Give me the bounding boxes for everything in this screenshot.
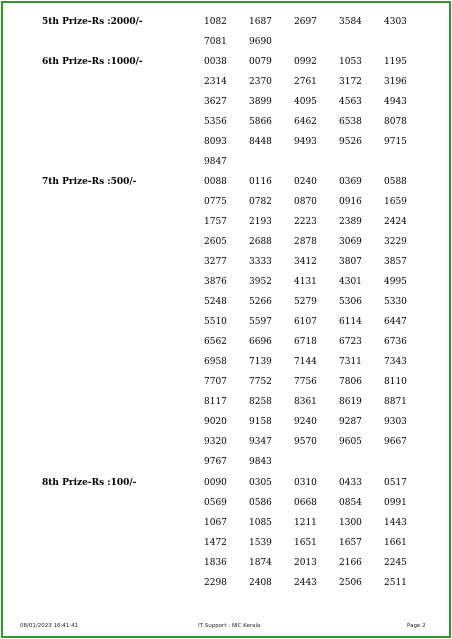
- winning-number: 9526: [339, 137, 362, 147]
- winning-number: 9303: [384, 417, 407, 427]
- winning-number: 8093: [204, 137, 227, 147]
- winning-number: 8117: [204, 397, 227, 407]
- winning-number: 0116: [249, 177, 272, 187]
- winning-number: 2314: [204, 77, 227, 87]
- number-row: [0, 417, 452, 428]
- winning-number: 2193: [249, 217, 272, 227]
- winning-number: 2443: [294, 578, 317, 588]
- winning-number: 7756: [294, 377, 317, 387]
- winning-number: 5510: [204, 317, 227, 327]
- number-row: [0, 17, 452, 28]
- prize-label: 6th Prize-Rs :1000/-: [42, 57, 143, 67]
- winning-number: 3069: [339, 237, 362, 247]
- winning-number: 4131: [294, 277, 317, 287]
- winning-number: 9020: [204, 417, 227, 427]
- winning-number: 0991: [384, 498, 407, 508]
- winning-number: 8258: [249, 397, 272, 407]
- winning-number: 0916: [339, 197, 362, 207]
- number-row: [0, 297, 452, 308]
- winning-number: 6696: [249, 337, 272, 347]
- winning-number: 2013: [294, 558, 317, 568]
- winning-number: 0038: [204, 57, 227, 67]
- winning-number: 7707: [204, 377, 227, 387]
- winning-number: 0992: [294, 57, 317, 67]
- winning-number: 2166: [339, 558, 362, 568]
- number-row: [0, 558, 452, 569]
- winning-number: 0310: [294, 478, 317, 488]
- winning-number: 2697: [294, 17, 317, 27]
- winning-number: 1085: [249, 518, 272, 528]
- number-row: [0, 277, 452, 288]
- winning-number: 2605: [204, 237, 227, 247]
- winning-number: 5356: [204, 117, 227, 127]
- number-row: [0, 518, 452, 529]
- winning-number: 2688: [249, 237, 272, 247]
- number-row: [0, 77, 452, 88]
- winning-number: 3229: [384, 237, 407, 247]
- winning-number: 1443: [384, 518, 407, 528]
- footer-support: IT Support : NIC Kerala: [198, 623, 261, 629]
- winning-number: 3196: [384, 77, 407, 87]
- winning-number: 8361: [294, 397, 317, 407]
- winning-number: 0090: [204, 478, 227, 488]
- footer-timestamp: 08/01/2023 16:41:41: [20, 623, 79, 629]
- winning-number: 6723: [339, 337, 362, 347]
- winning-number: 5597: [249, 317, 272, 327]
- winning-number: 6107: [294, 317, 317, 327]
- winning-number: 0782: [249, 197, 272, 207]
- number-row: [0, 317, 452, 328]
- winning-number: 5866: [249, 117, 272, 127]
- number-row: [0, 578, 452, 589]
- winning-number: 9320: [204, 437, 227, 447]
- winning-number: 9690: [249, 37, 272, 47]
- winning-number: 9347: [249, 437, 272, 447]
- winning-number: 1651: [294, 538, 317, 548]
- winning-number: 2389: [339, 217, 362, 227]
- winning-number: 3807: [339, 257, 362, 267]
- number-row: [0, 478, 452, 489]
- winning-number: 1211: [294, 518, 317, 528]
- number-row: [0, 397, 452, 408]
- number-row: [0, 97, 452, 108]
- winning-number: 3172: [339, 77, 362, 87]
- winning-number: 4995: [384, 277, 407, 287]
- winning-number: 1757: [204, 217, 227, 227]
- winning-number: 3952: [249, 277, 272, 287]
- winning-number: 4943: [384, 97, 407, 107]
- winning-number: 0079: [249, 57, 272, 67]
- winning-number: 1661: [384, 538, 407, 548]
- winning-number: 5248: [204, 297, 227, 307]
- number-row: [0, 437, 452, 448]
- number-row: [0, 157, 452, 168]
- number-row: [0, 197, 452, 208]
- winning-number: 9158: [249, 417, 272, 427]
- winning-number: 7752: [249, 377, 272, 387]
- winning-number: 9240: [294, 417, 317, 427]
- winning-number: 1687: [249, 17, 272, 27]
- prize-label: 5th Prize-Rs :2000/-: [42, 17, 143, 27]
- number-row: [0, 357, 452, 368]
- winning-number: 3857: [384, 257, 407, 267]
- winning-number: 2245: [384, 558, 407, 568]
- winning-number: 4303: [384, 17, 407, 27]
- winning-number: 9843: [249, 457, 272, 467]
- winning-number: 6114: [339, 317, 362, 327]
- number-row: [0, 457, 452, 468]
- winning-number: 1539: [249, 538, 272, 548]
- winning-number: 1300: [339, 518, 362, 528]
- number-row: [0, 257, 452, 268]
- winning-number: 3277: [204, 257, 227, 267]
- winning-number: 1472: [204, 538, 227, 548]
- winning-number: 8078: [384, 117, 407, 127]
- winning-number: 0668: [294, 498, 317, 508]
- winning-number: 9493: [294, 137, 317, 147]
- winning-number: 7144: [294, 357, 317, 367]
- winning-number: 7806: [339, 377, 362, 387]
- winning-number: 6538: [339, 117, 362, 127]
- winning-number: 4301: [339, 277, 362, 287]
- winning-number: 0569: [204, 498, 227, 508]
- winning-number: 6562: [204, 337, 227, 347]
- winning-number: 1874: [249, 558, 272, 568]
- number-row: [0, 137, 452, 148]
- winning-number: 2761: [294, 77, 317, 87]
- number-row: [0, 337, 452, 348]
- winning-number: 3333: [249, 257, 272, 267]
- winning-number: 2424: [384, 217, 407, 227]
- winning-number: 9605: [339, 437, 362, 447]
- winning-number: 9767: [204, 457, 227, 467]
- winning-number: 2223: [294, 217, 317, 227]
- winning-number: 3584: [339, 17, 362, 27]
- winning-number: 1067: [204, 518, 227, 528]
- winning-number: 1053: [339, 57, 362, 67]
- winning-number: 1082: [204, 17, 227, 27]
- winning-number: 8619: [339, 397, 362, 407]
- winning-number: 9287: [339, 417, 362, 427]
- number-row: [0, 57, 452, 68]
- winning-number: 0433: [339, 478, 362, 488]
- winning-number: 0854: [339, 498, 362, 508]
- winning-number: 0775: [204, 197, 227, 207]
- winning-number: 0586: [249, 498, 272, 508]
- prize-label: 8th Prize-Rs :100/-: [42, 478, 137, 488]
- winning-number: 8448: [249, 137, 272, 147]
- winning-number: 9570: [294, 437, 317, 447]
- winning-number: 3412: [294, 257, 317, 267]
- winning-number: 6462: [294, 117, 317, 127]
- number-row: [0, 538, 452, 549]
- winning-number: 5306: [339, 297, 362, 307]
- winning-number: 5330: [384, 297, 407, 307]
- number-row: [0, 117, 452, 128]
- number-row: [0, 177, 452, 188]
- winning-number: 0088: [204, 177, 227, 187]
- number-row: [0, 37, 452, 48]
- page-footer: [0, 623, 452, 633]
- winning-number: 4563: [339, 97, 362, 107]
- winning-number: 0305: [249, 478, 272, 488]
- winning-number: 1659: [384, 197, 407, 207]
- winning-number: 0240: [294, 177, 317, 187]
- winning-number: 9847: [204, 157, 227, 167]
- winning-number: 7311: [339, 357, 362, 367]
- winning-number: 3876: [204, 277, 227, 287]
- winning-number: 2408: [249, 578, 272, 588]
- winning-number: 1657: [339, 538, 362, 548]
- winning-number: 0870: [294, 197, 317, 207]
- winning-number: 1195: [384, 57, 407, 67]
- winning-number: 7343: [384, 357, 407, 367]
- winning-number: 2511: [384, 578, 407, 588]
- winning-number: 2298: [204, 578, 227, 588]
- winning-number: 8871: [384, 397, 407, 407]
- winning-number: 2878: [294, 237, 317, 247]
- footer-page-number: Page 2: [407, 623, 426, 629]
- winning-number: 7081: [204, 37, 227, 47]
- winning-number: 2370: [249, 77, 272, 87]
- winning-number: 8110: [384, 377, 407, 387]
- winning-number: 6718: [294, 337, 317, 347]
- winning-number: 1836: [204, 558, 227, 568]
- number-row: [0, 377, 452, 388]
- winning-number: 9715: [384, 137, 407, 147]
- number-row: [0, 237, 452, 248]
- winning-number: 0369: [339, 177, 362, 187]
- winning-number: 6447: [384, 317, 407, 327]
- winning-number: 3627: [204, 97, 227, 107]
- winning-number: 7139: [249, 357, 272, 367]
- winning-number: 9667: [384, 437, 407, 447]
- number-row: [0, 217, 452, 228]
- prize-label: 7th Prize-Rs :500/-: [42, 177, 137, 187]
- winning-number: 2506: [339, 578, 362, 588]
- winning-number: 4095: [294, 97, 317, 107]
- winning-number: 6736: [384, 337, 407, 347]
- winning-number: 3899: [249, 97, 272, 107]
- winning-number: 5279: [294, 297, 317, 307]
- winning-number: 6958: [204, 357, 227, 367]
- winning-number: 0517: [384, 478, 407, 488]
- winning-number: 5266: [249, 297, 272, 307]
- number-row: [0, 498, 452, 509]
- winning-number: 0588: [384, 177, 407, 187]
